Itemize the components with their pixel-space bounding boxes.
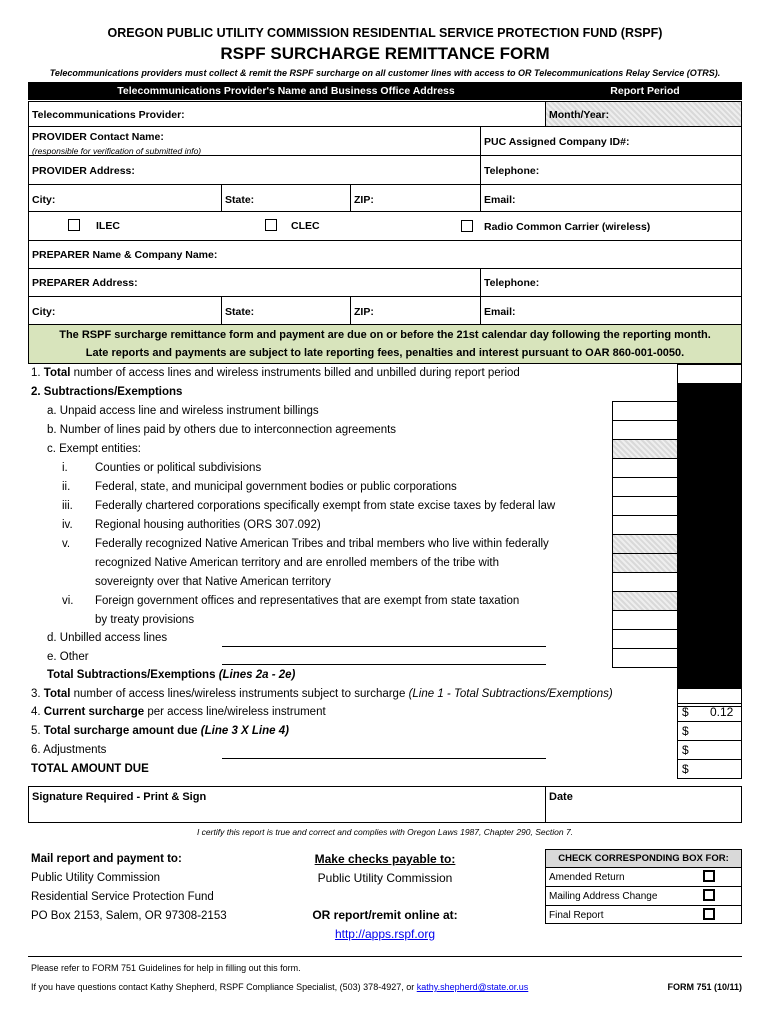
preparer-name-label: PREPARER Name & Company Name: [32, 249, 218, 261]
preparer-address-label: PREPARER Address: [32, 277, 138, 289]
form-title: RSPF SURCHARGE REMITTANCE FORM [220, 44, 550, 63]
line-4-bold: Current surcharge [43, 706, 145, 718]
provider-email-field[interactable] [480, 184, 742, 212]
mail-line-1: Public Utility Commission [31, 872, 161, 884]
line-iii-text: Federally chartered corporations specifically exempt from state excise taxes by federal law [95, 500, 556, 512]
online-link[interactable]: http://apps.rspf.org [334, 927, 436, 941]
line-2c-v-blank-1 [612, 534, 678, 554]
line-2c: c. Exempt entities: [47, 443, 141, 455]
checks-payee: Public Utility Commission [317, 871, 453, 885]
line-1-number: 1. [31, 367, 41, 379]
line-3-italic: (Line 1 - Total Subtractions/Exemptions) [408, 688, 613, 700]
puc-id-label: PUC Assigned Company ID#: [484, 136, 630, 148]
line-3 [31, 688, 613, 700]
line-2c-vi-blank [612, 591, 678, 611]
line-3-number: 3. [31, 688, 41, 700]
notice-line-1: The RSPF surcharge remittance form and payment are due on or before the 21st calendar day following the reporting month. [59, 329, 711, 341]
line-2c-iv-input[interactable] [612, 515, 678, 535]
line-2c-v-input[interactable] [612, 572, 678, 592]
line-vi-number: vi. [62, 595, 74, 607]
line-2c-vi-input[interactable] [612, 610, 678, 630]
line-4-text: per access line/wireless instrument [147, 706, 326, 718]
agency-title: OREGON PUBLIC UTILITY COMMISSION RESIDENTIAL SERVICE PROTECTION FUND (RSPF) [107, 26, 663, 40]
line-5-number: 5. [31, 725, 41, 737]
month-year-field[interactable] [545, 101, 742, 127]
line-4 [31, 706, 326, 718]
line-v-text-2: recognized Native American territory and are enrolled members of the tribe with [95, 557, 499, 569]
contact-note [31, 982, 528, 992]
line-i-number: i. [62, 462, 68, 474]
line-3-text: number of access lines/wireless instruments subject to surcharge [73, 688, 406, 700]
total-subtractions [47, 669, 295, 681]
blocked-column [677, 383, 742, 689]
line-v-text-3: sovereignty over that Native American territory [95, 576, 331, 588]
check-row-divider-1 [546, 886, 741, 887]
preparer-address-field[interactable] [28, 268, 481, 297]
line-2d-input[interactable] [612, 629, 678, 649]
puc-id-field[interactable] [480, 126, 742, 156]
city-label: City: [32, 194, 56, 206]
check-row-divider-2 [546, 905, 741, 906]
preparer-state-field[interactable] [221, 296, 351, 325]
line-6-description-blank[interactable] [222, 758, 546, 759]
preparer-email-field[interactable] [480, 296, 742, 325]
preparer-city-field[interactable] [28, 296, 222, 325]
mail-line-3: PO Box 2153, Salem, OR 97308-2153 [31, 910, 227, 922]
line-1-text: number of access lines and wireless instruments billed and unbilled during report period [73, 367, 520, 379]
preparer-zip-field[interactable] [350, 296, 481, 325]
dollar-sign-total: $ [682, 762, 689, 776]
total-subtractions-input[interactable] [677, 667, 742, 688]
line-i-text: Counties or political subdivisions [95, 462, 262, 474]
contact-name-field[interactable] [28, 126, 481, 156]
provider-label: Telecommunications Provider: [32, 109, 185, 121]
mail-heading: Mail report and payment to: [31, 853, 182, 865]
contact-note: (responsible for verification of submitted info) [32, 146, 202, 156]
line-6-text: Adjustments [43, 744, 107, 756]
email-label: Email: [484, 194, 516, 206]
line-2c-i-input[interactable] [612, 458, 678, 478]
provider-telephone-field[interactable] [480, 155, 742, 185]
state-label: State: [225, 194, 255, 206]
line-5-italic: (Line 3 X Line 4) [200, 725, 289, 737]
line-2-heading: 2. Subtractions/Exemptions [31, 386, 183, 398]
signature-label: Signature Required - Print & Sign [32, 791, 207, 803]
certification-text: I certify this report is true and correct and complies with Oregon Laws 1987, Chapter 290, Section 7. [196, 827, 574, 837]
line-2c-v-blank-2 [612, 553, 678, 573]
zip-label: ZIP: [354, 194, 374, 206]
provider-address-label: PROVIDER Address: [32, 165, 135, 177]
line-1-input[interactable] [677, 364, 742, 384]
total-subtractions-bold: Total Subtractions/Exemptions [47, 669, 216, 681]
date-label: Date [549, 791, 573, 803]
total-subtractions-italic: (Lines 2a - 2e) [218, 669, 296, 681]
line-2b-input[interactable] [612, 420, 678, 440]
final-report-label: Final Report [549, 910, 604, 921]
line-4-surcharge-value: 0.12 [710, 705, 734, 719]
line-2d-description-blank[interactable] [222, 646, 546, 647]
line-iv-text: Regional housing authorities (ORS 307.092) [95, 519, 321, 531]
dollar-sign-line-4: $ [682, 705, 689, 719]
online-heading: OR report/remit online at: [312, 908, 458, 922]
line-ii-text: Federal, state, and municipal government bodies or public corporations [95, 481, 457, 493]
checks-heading: Make checks payable to: [314, 852, 456, 866]
line-5-bold: Total surcharge amount due [43, 725, 198, 737]
dollar-sign-line-6: $ [682, 743, 689, 757]
line-iii-number: iii. [62, 500, 73, 512]
line-2e-input[interactable] [612, 648, 678, 668]
header-bar-right: Report Period [610, 85, 680, 97]
line-2c-iii-input[interactable] [612, 496, 678, 516]
line-6 [31, 744, 106, 756]
line-2c-ii-input[interactable] [612, 477, 678, 497]
mailing-address-change-label: Mailing Address Change [549, 891, 658, 902]
line-2a: a. Unpaid access line and wireless instrument billings [47, 405, 319, 417]
line-3-bold: Total [43, 688, 71, 700]
line-2b: b. Number of lines paid by others due to interconnection agreements [47, 424, 397, 436]
line-5 [31, 725, 289, 737]
preparer-name-field[interactable] [28, 240, 742, 269]
ilec-checkbox[interactable] [68, 219, 80, 231]
line-v-text-1: Federally recognized Native American Tribes and tribal members who live within federally [95, 538, 549, 550]
provider-field[interactable] [28, 101, 546, 127]
footer-divider [28, 956, 742, 957]
amended-return-label: Amended Return [549, 872, 625, 883]
line-vi-text-1: Foreign government offices and representatives that are exempt from state taxation [95, 595, 520, 607]
preparer-telephone-field[interactable] [480, 268, 742, 297]
provider-city-field[interactable] [28, 184, 222, 212]
preparer-telephone-label: Telephone: [484, 277, 540, 289]
provider-zip-field[interactable] [350, 184, 481, 212]
dollar-sign-line-5: $ [682, 724, 689, 738]
total-amount-due: TOTAL AMOUNT DUE [31, 763, 149, 775]
clec-label: CLEC [291, 220, 320, 232]
line-vi-text-2: by treaty provisions [95, 614, 195, 626]
provider-telephone-label: Telephone: [484, 165, 540, 177]
date-field[interactable] [545, 786, 742, 823]
state-label-2: State: [225, 306, 255, 318]
final-report-checkbox[interactable] [703, 908, 715, 920]
line-2d: d. Unbilled access lines [47, 632, 168, 644]
provider-address-field[interactable] [28, 155, 481, 185]
clec-checkbox[interactable] [265, 219, 277, 231]
header-bar-left: Telecommunications Provider's Name and Business Office Address [117, 85, 455, 97]
line-6-number: 6. [31, 744, 41, 756]
radio-carrier-label: Radio Common Carrier (wireless) [484, 221, 651, 233]
email-label-2: Email: [484, 306, 516, 318]
signature-field[interactable] [28, 786, 546, 823]
ilec-label: ILEC [96, 220, 120, 232]
line-2e: e. Other [47, 651, 89, 663]
mail-line-2: Residential Service Protection Fund [31, 891, 214, 903]
notice-line-2: Late reports and payments are subject to late reporting fees, penalties and interest pursuant to OAR 860-001-0050. [85, 347, 685, 359]
city-label-2: City: [32, 306, 56, 318]
line-2e-description-blank[interactable] [222, 664, 546, 665]
line-2c-total [612, 439, 678, 459]
check-box-heading: CHECK CORRESPONDING BOX FOR: [558, 853, 729, 864]
line-4-number: 4. [31, 706, 41, 718]
line-2a-input[interactable] [612, 401, 678, 421]
line-1 [31, 367, 520, 379]
line-iv-number: iv. [62, 519, 73, 531]
amended-return-checkbox[interactable] [703, 870, 715, 882]
mailing-address-change-checkbox[interactable] [703, 889, 715, 901]
radio-carrier-checkbox[interactable] [461, 220, 473, 232]
contact-email-link[interactable]: kathy.shepherd@state.or.us [416, 982, 529, 992]
contact-note-text: If you have questions contact Kathy Shepherd, RSPF Compliance Specialist, (503) 378-4927, or [31, 982, 415, 992]
contact-name-label: PROVIDER Contact Name: [32, 131, 164, 143]
line-1-bold: Total [43, 367, 71, 379]
month-year-label: Month/Year: [549, 109, 610, 121]
provider-state-field[interactable] [221, 184, 351, 212]
form-subtitle: Telecommunications providers must collect & remit the RSPF surcharge on all customer lines with access to OR Telecommunications Relay Service (OTRS). [49, 68, 721, 78]
form-id: FORM 751 (10/11) [667, 982, 742, 992]
zip-label-2: ZIP: [354, 306, 374, 318]
line-ii-number: ii. [62, 481, 71, 493]
line-v-number: v. [62, 538, 71, 550]
guidelines-note: Please refer to FORM 751 Guidelines for help in filling out this form. [31, 963, 301, 973]
